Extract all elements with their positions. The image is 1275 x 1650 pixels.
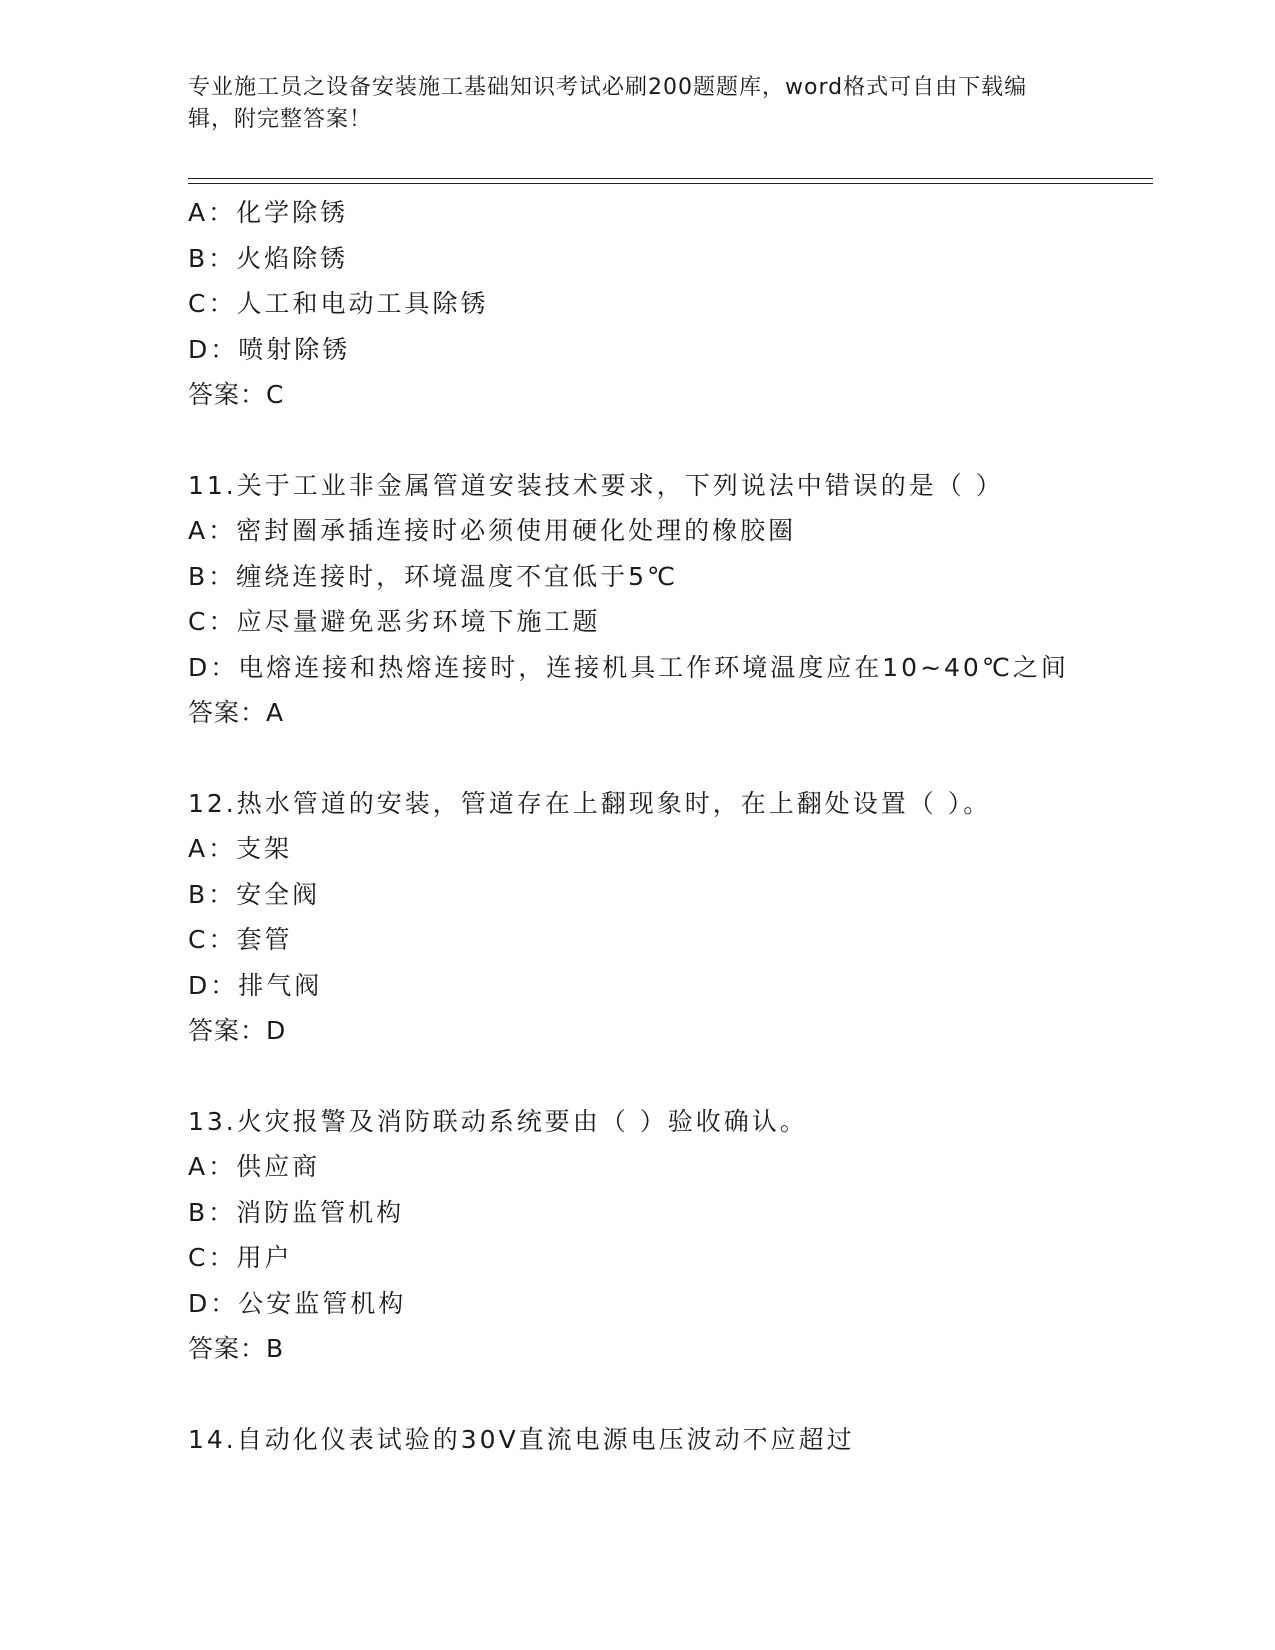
header-divider-top <box>188 178 1153 179</box>
option-d: D：公安监管机构 <box>188 1288 407 1318</box>
spacer <box>188 1372 1153 1417</box>
question-block <box>188 1417 1153 1463</box>
option-a: A：密封圈承插连接时必须使用硬化处理的橡胶圈 <box>188 516 797 545</box>
question-block <box>188 1099 1153 1372</box>
header-divider-bottom <box>188 183 1153 184</box>
question-block <box>188 463 1153 736</box>
answer-line: 答案：B <box>188 1334 285 1363</box>
option-b: B：火焰除锈 <box>188 243 349 273</box>
question-block <box>188 781 1153 1054</box>
spacer <box>188 736 1153 781</box>
question-list <box>188 190 1153 1462</box>
option-d: D：排气阀 <box>188 970 323 1000</box>
option-a: A：支架 <box>188 834 293 863</box>
answer-line: 答案：C <box>188 380 285 409</box>
option-a: A：化学除锈 <box>188 198 349 227</box>
option-b: B：安全阀 <box>188 879 321 909</box>
option-d: D：喷射除锈 <box>188 334 351 364</box>
option-c: C：人工和电动工具除锈 <box>188 289 489 318</box>
question-stem: 14.自动化仪表试验的30V直流电源电压波动不应超过 <box>188 1424 855 1454</box>
option-b: B：缠绕连接时，环境温度不宜低于5℃ <box>188 561 679 591</box>
option-d: D：电熔连接和热熔连接时，连接机具工作环境温度应在10~40℃之间 <box>188 652 1069 682</box>
option-c: C：用户 <box>188 1243 293 1272</box>
spacer <box>188 418 1153 463</box>
answer-line: 答案：D <box>188 1016 287 1045</box>
question-stem: 11.关于工业非金属管道安装技术要求，下列说法中错误的是（ ） <box>188 470 1004 500</box>
question-block <box>188 190 1153 418</box>
spacer <box>188 1054 1153 1099</box>
answer-line: 答案：A <box>188 698 285 727</box>
option-c: C：应尽量避免恶劣环境下施工题 <box>188 607 601 636</box>
option-c: C：套管 <box>188 925 293 954</box>
option-b: B：消防监管机构 <box>188 1197 405 1227</box>
option-a: A：供应商 <box>188 1152 321 1181</box>
document-header: 专业施工员之设备安装施工基础知识考试必刷200题题库，word格式可自由下载编辑，附完整答案！ <box>188 75 1028 132</box>
question-stem: 12.热水管道的安装，管道存在上翻现象时，在上翻处设置（ ）。 <box>188 788 992 818</box>
question-stem: 13.火灾报警及消防联动系统要由（ ）验收确认。 <box>188 1106 808 1136</box>
